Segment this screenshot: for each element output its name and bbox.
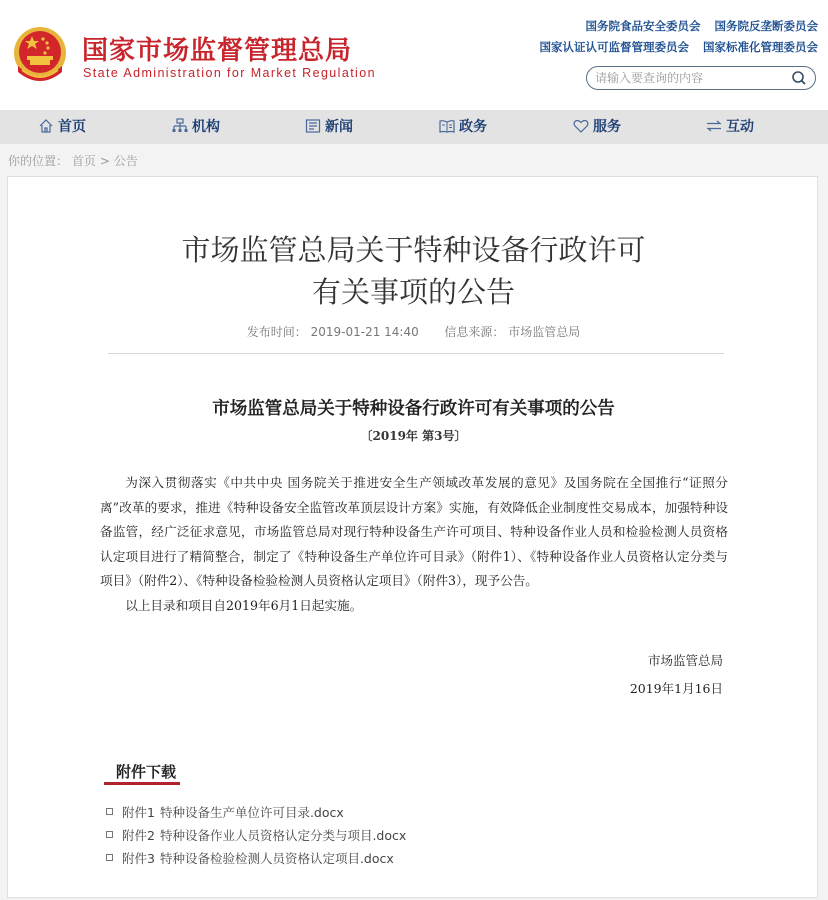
breadcrumb-prefix: 你的位置： xyxy=(8,154,69,168)
header-link-food-safety[interactable]: 国务院食品安全委员会 xyxy=(585,19,701,33)
source: 市场监管总局 xyxy=(508,325,581,339)
publish-time-label: 发布时间： xyxy=(246,325,307,339)
attachment-number: 附件3 xyxy=(122,851,155,866)
national-emblem-icon xyxy=(12,26,68,84)
attachments-heading-underline xyxy=(104,782,180,785)
search-icon[interactable] xyxy=(791,70,807,86)
square-bullet-icon xyxy=(106,831,113,838)
header-link-standardization[interactable]: 国家标准化管理委员会 xyxy=(703,40,818,54)
nav-item-news[interactable] xyxy=(305,110,353,144)
newspaper-icon xyxy=(305,118,321,134)
attachment-number: 附件1 xyxy=(122,805,155,820)
header-link-antimonopoly[interactable]: 国务院反垄断委员会 xyxy=(714,19,818,33)
attachment-filename: 特种设备检验检测人员资格认定项目.docx xyxy=(159,851,394,866)
attachments-list xyxy=(106,801,406,870)
signature-org: 市场监管总局 xyxy=(647,653,723,668)
nav-item-home[interactable] xyxy=(38,110,86,144)
body-paragraph: 以上目录和项目自2019年6月1日起实施。 xyxy=(125,597,363,613)
nav-label: 首页 xyxy=(58,119,86,135)
signature-date: 2019年1月16日 xyxy=(629,681,723,696)
article-meta xyxy=(8,323,819,340)
nav-label: 服务 xyxy=(593,119,621,135)
attachment-link-1[interactable] xyxy=(106,801,406,824)
article-panel xyxy=(7,176,818,898)
attachment-filename: 特种设备作业人员资格认定分类与项目.docx xyxy=(159,828,407,843)
logo-english-name[interactable]: State Administration for Market Regulation xyxy=(83,66,376,80)
nav-label: 互动 xyxy=(726,119,754,135)
article-title-line-1: 市场监管总局关于特种设备行政许可 xyxy=(181,233,646,267)
site-header xyxy=(0,0,828,110)
attachment-link-3[interactable] xyxy=(106,847,406,870)
org-chart-icon xyxy=(172,118,188,134)
attachment-filename: 特种设备生产单位许可目录.docx xyxy=(159,805,344,820)
exchange-arrows-icon xyxy=(706,118,722,134)
nav-item-org[interactable] xyxy=(172,110,220,144)
attachment-number: 附件2 xyxy=(122,828,155,843)
meta-divider xyxy=(108,353,724,354)
nav-item-interaction[interactable] xyxy=(706,110,754,144)
signature-block xyxy=(630,647,723,703)
document-number: 〔2019年 第3号〕 xyxy=(360,429,467,443)
header-links xyxy=(529,16,818,58)
article-title-line-2: 有关事项的公告 xyxy=(311,275,515,309)
nav-label: 政务 xyxy=(459,119,487,135)
article-title xyxy=(8,229,819,313)
search-box xyxy=(586,66,816,90)
breadcrumb-separator: > xyxy=(99,154,110,168)
article-body xyxy=(100,471,728,618)
content-frame xyxy=(0,176,828,900)
heart-icon xyxy=(573,118,589,134)
nav-item-services[interactable] xyxy=(573,110,621,144)
book-icon xyxy=(439,118,455,134)
main-nav xyxy=(0,110,828,144)
nav-label: 机构 xyxy=(192,119,220,135)
attachment-link-2[interactable] xyxy=(106,824,406,847)
logo-chinese-name[interactable]: 国家市场监督管理总局 xyxy=(82,36,353,66)
breadcrumb xyxy=(8,152,138,169)
breadcrumb-bar xyxy=(0,144,828,176)
home-icon xyxy=(38,118,54,134)
source-label: 信息来源： xyxy=(444,325,505,339)
nav-label: 新闻 xyxy=(325,119,353,135)
search-input[interactable] xyxy=(595,70,785,86)
square-bullet-icon xyxy=(106,854,113,861)
document-title: 市场监管总局关于特种设备行政许可有关事项的公告 xyxy=(212,399,615,419)
breadcrumb-current[interactable]: 公告 xyxy=(113,154,138,168)
header-link-certification[interactable]: 国家认证认可监督管理委员会 xyxy=(539,40,689,54)
square-bullet-icon xyxy=(106,808,113,815)
attachments-heading: 附件下载 xyxy=(116,763,177,781)
nav-item-government-affairs[interactable] xyxy=(439,110,487,144)
breadcrumb-home-link[interactable]: 首页 xyxy=(71,154,96,168)
publish-time: 2019-01-21 14:40 xyxy=(310,325,419,339)
body-paragraph: 为深入贯彻落实《中共中央 国务院关于推进安全生产领域改革发展的意见》及国务院在全国推行“证照分离”改革的要求，推进《特种设备安全监管改革顶层设计方案》实施，有效降低企业制度性交易成本，加强特种设备监管，经广泛征求意见，市场监管总局对现行特种设备生产许可项目、特种设备作业人员和检验检测人员资格认定项目进行了精简整合，制定了《特种设备生产单位许可目录》（附件1）、《特种设备作业人员资格认定分类与项目》（附件2）、《特种设备检验检测人员资格认定项目》（附件3），现予公告。 xyxy=(100,475,728,588)
